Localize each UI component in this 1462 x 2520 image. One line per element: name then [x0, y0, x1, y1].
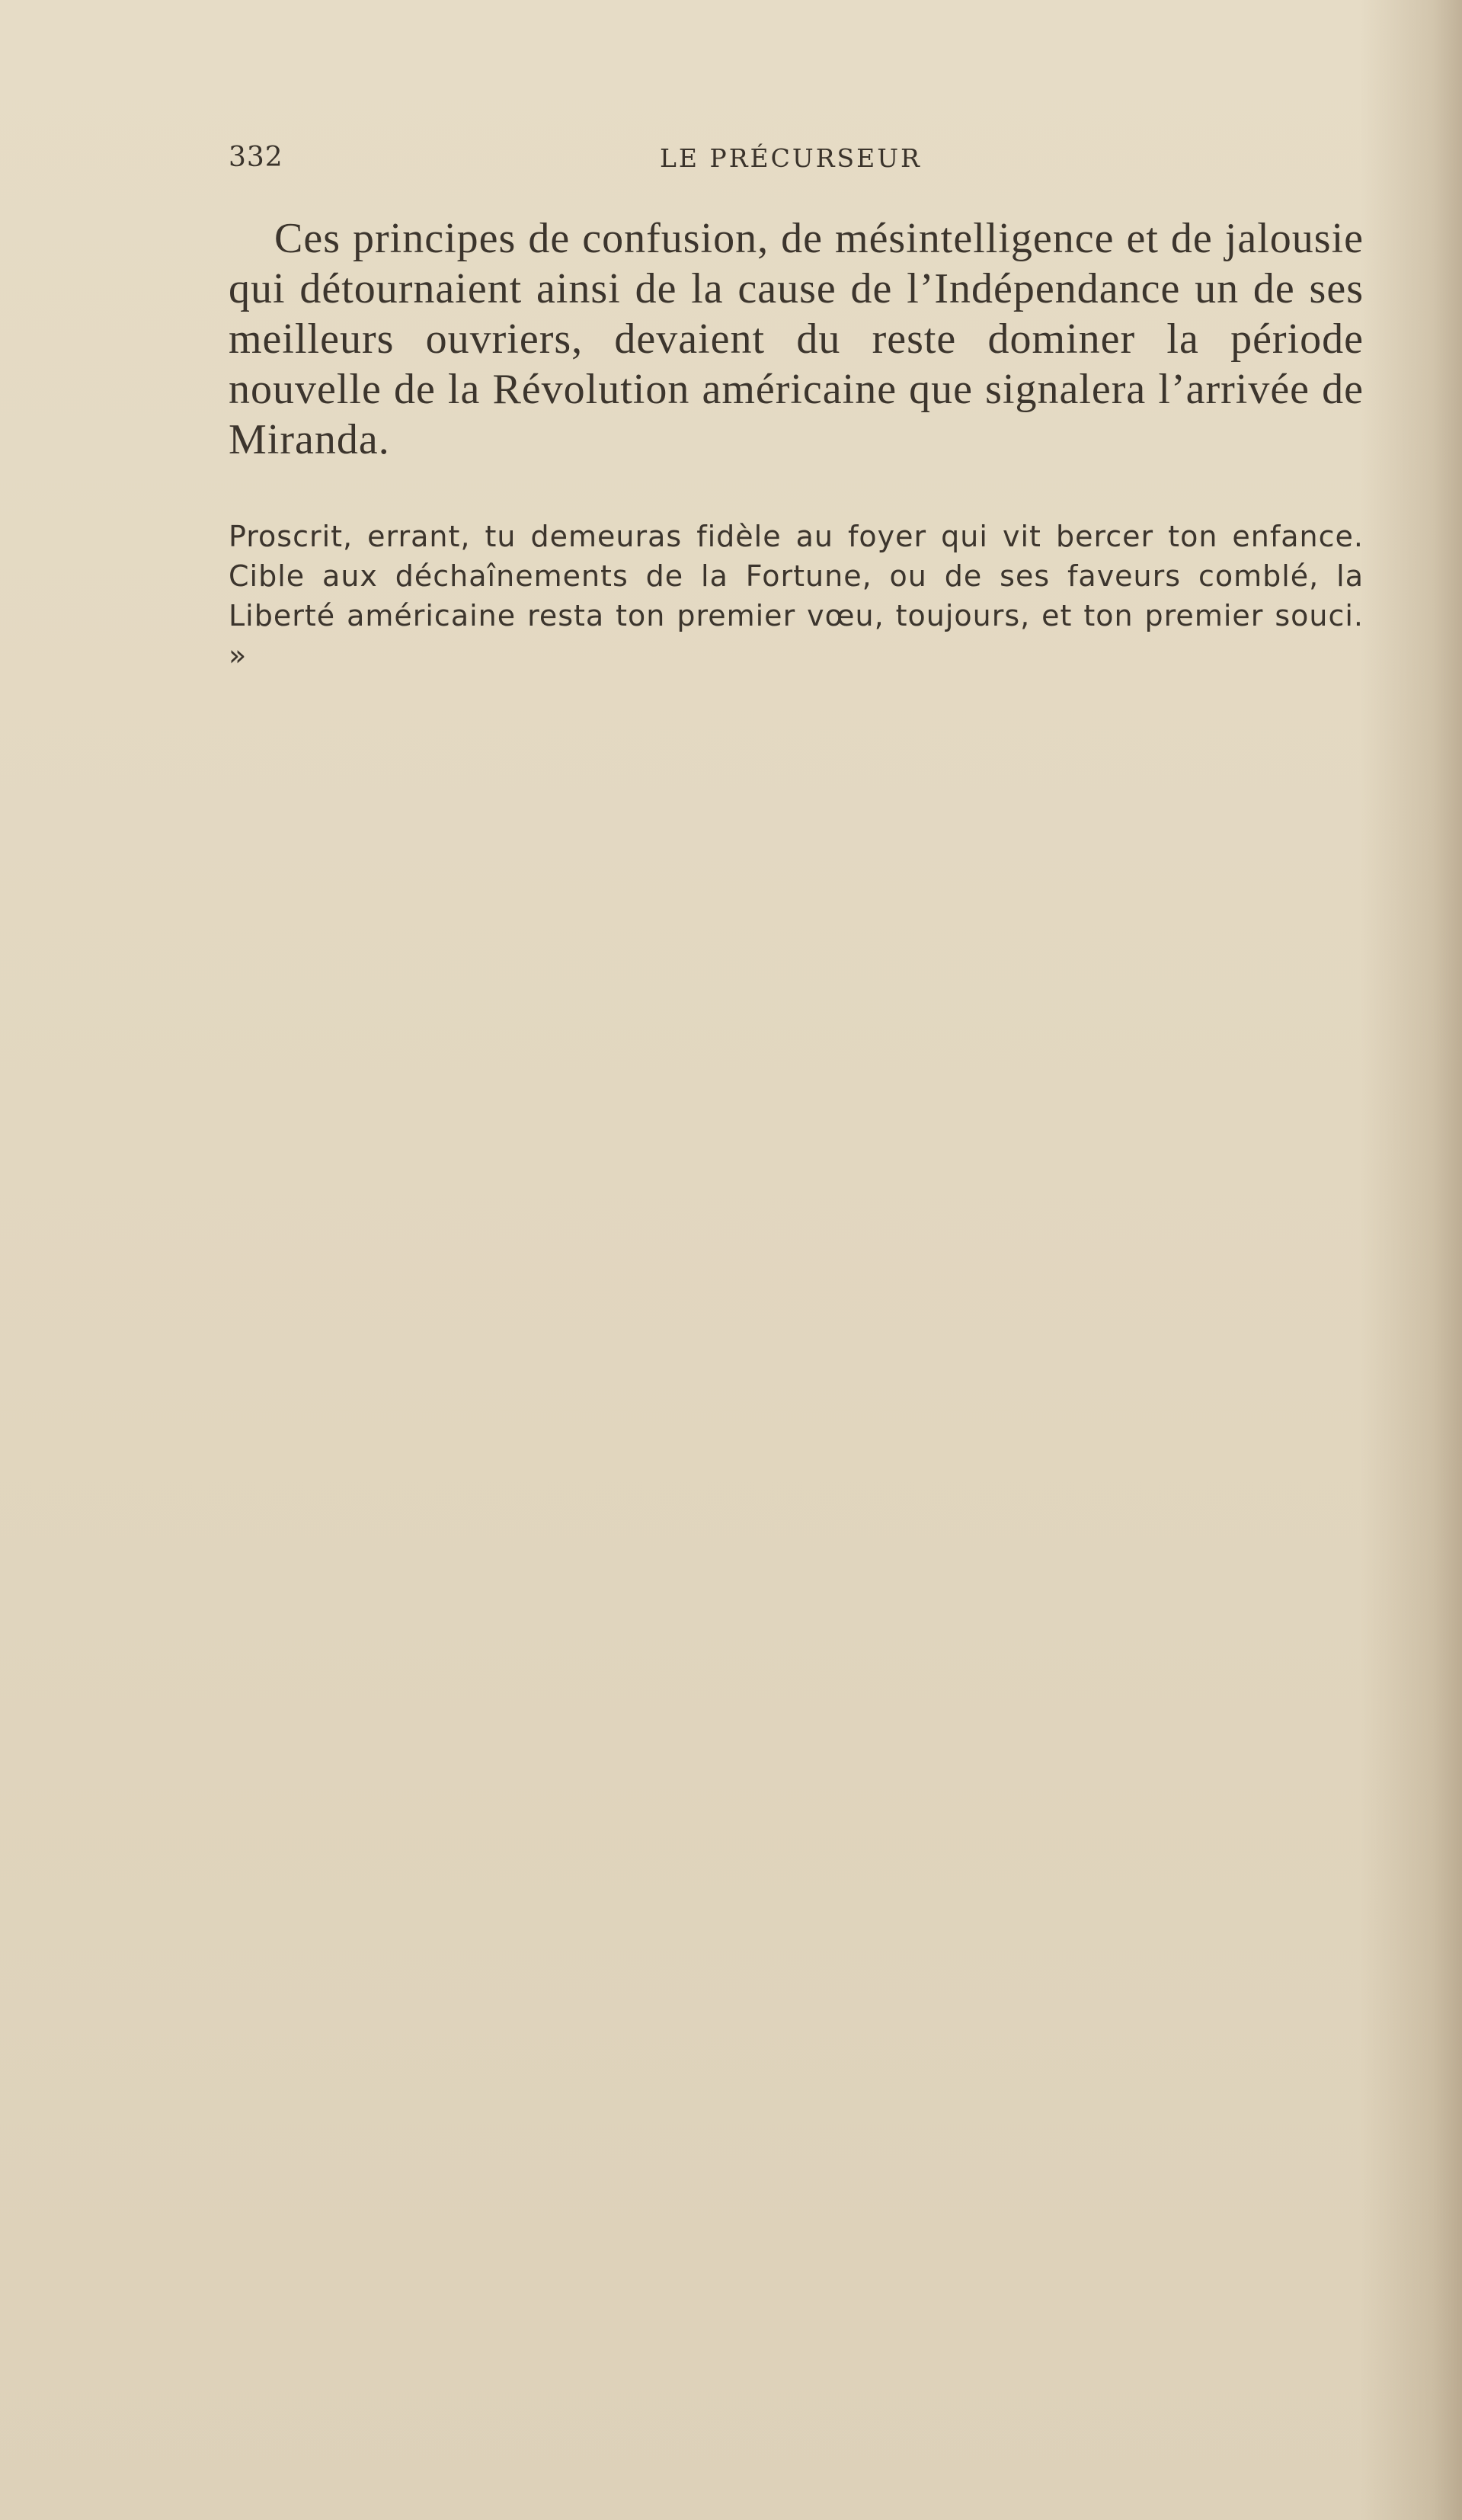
- running-header: [229, 142, 1371, 187]
- quotation-paragraph: Proscrit, errant, tu demeuras fidèle au foyer qui vit bercer ton enfance. Cible aux déchaînements de la Fortune, ou de ses faveurs comblé, la Liberté américaine resta ton premier vœu, toujours, et ton premier souci. »: [229, 520, 1364, 672]
- page-number: 332: [229, 142, 283, 173]
- body-paragraph: Ces principes de confusion, de mésintelligence et de jalousie qui détournaient ainsi de la cause de l’Indépendance un de ses meilleurs ouvriers, devaient du reste dominer la période nouvelle de la Révolution américaine que signalera l’arrivée de Miranda.: [229, 215, 1364, 463]
- running-title: LE PRÉCURSEUR: [660, 143, 922, 173]
